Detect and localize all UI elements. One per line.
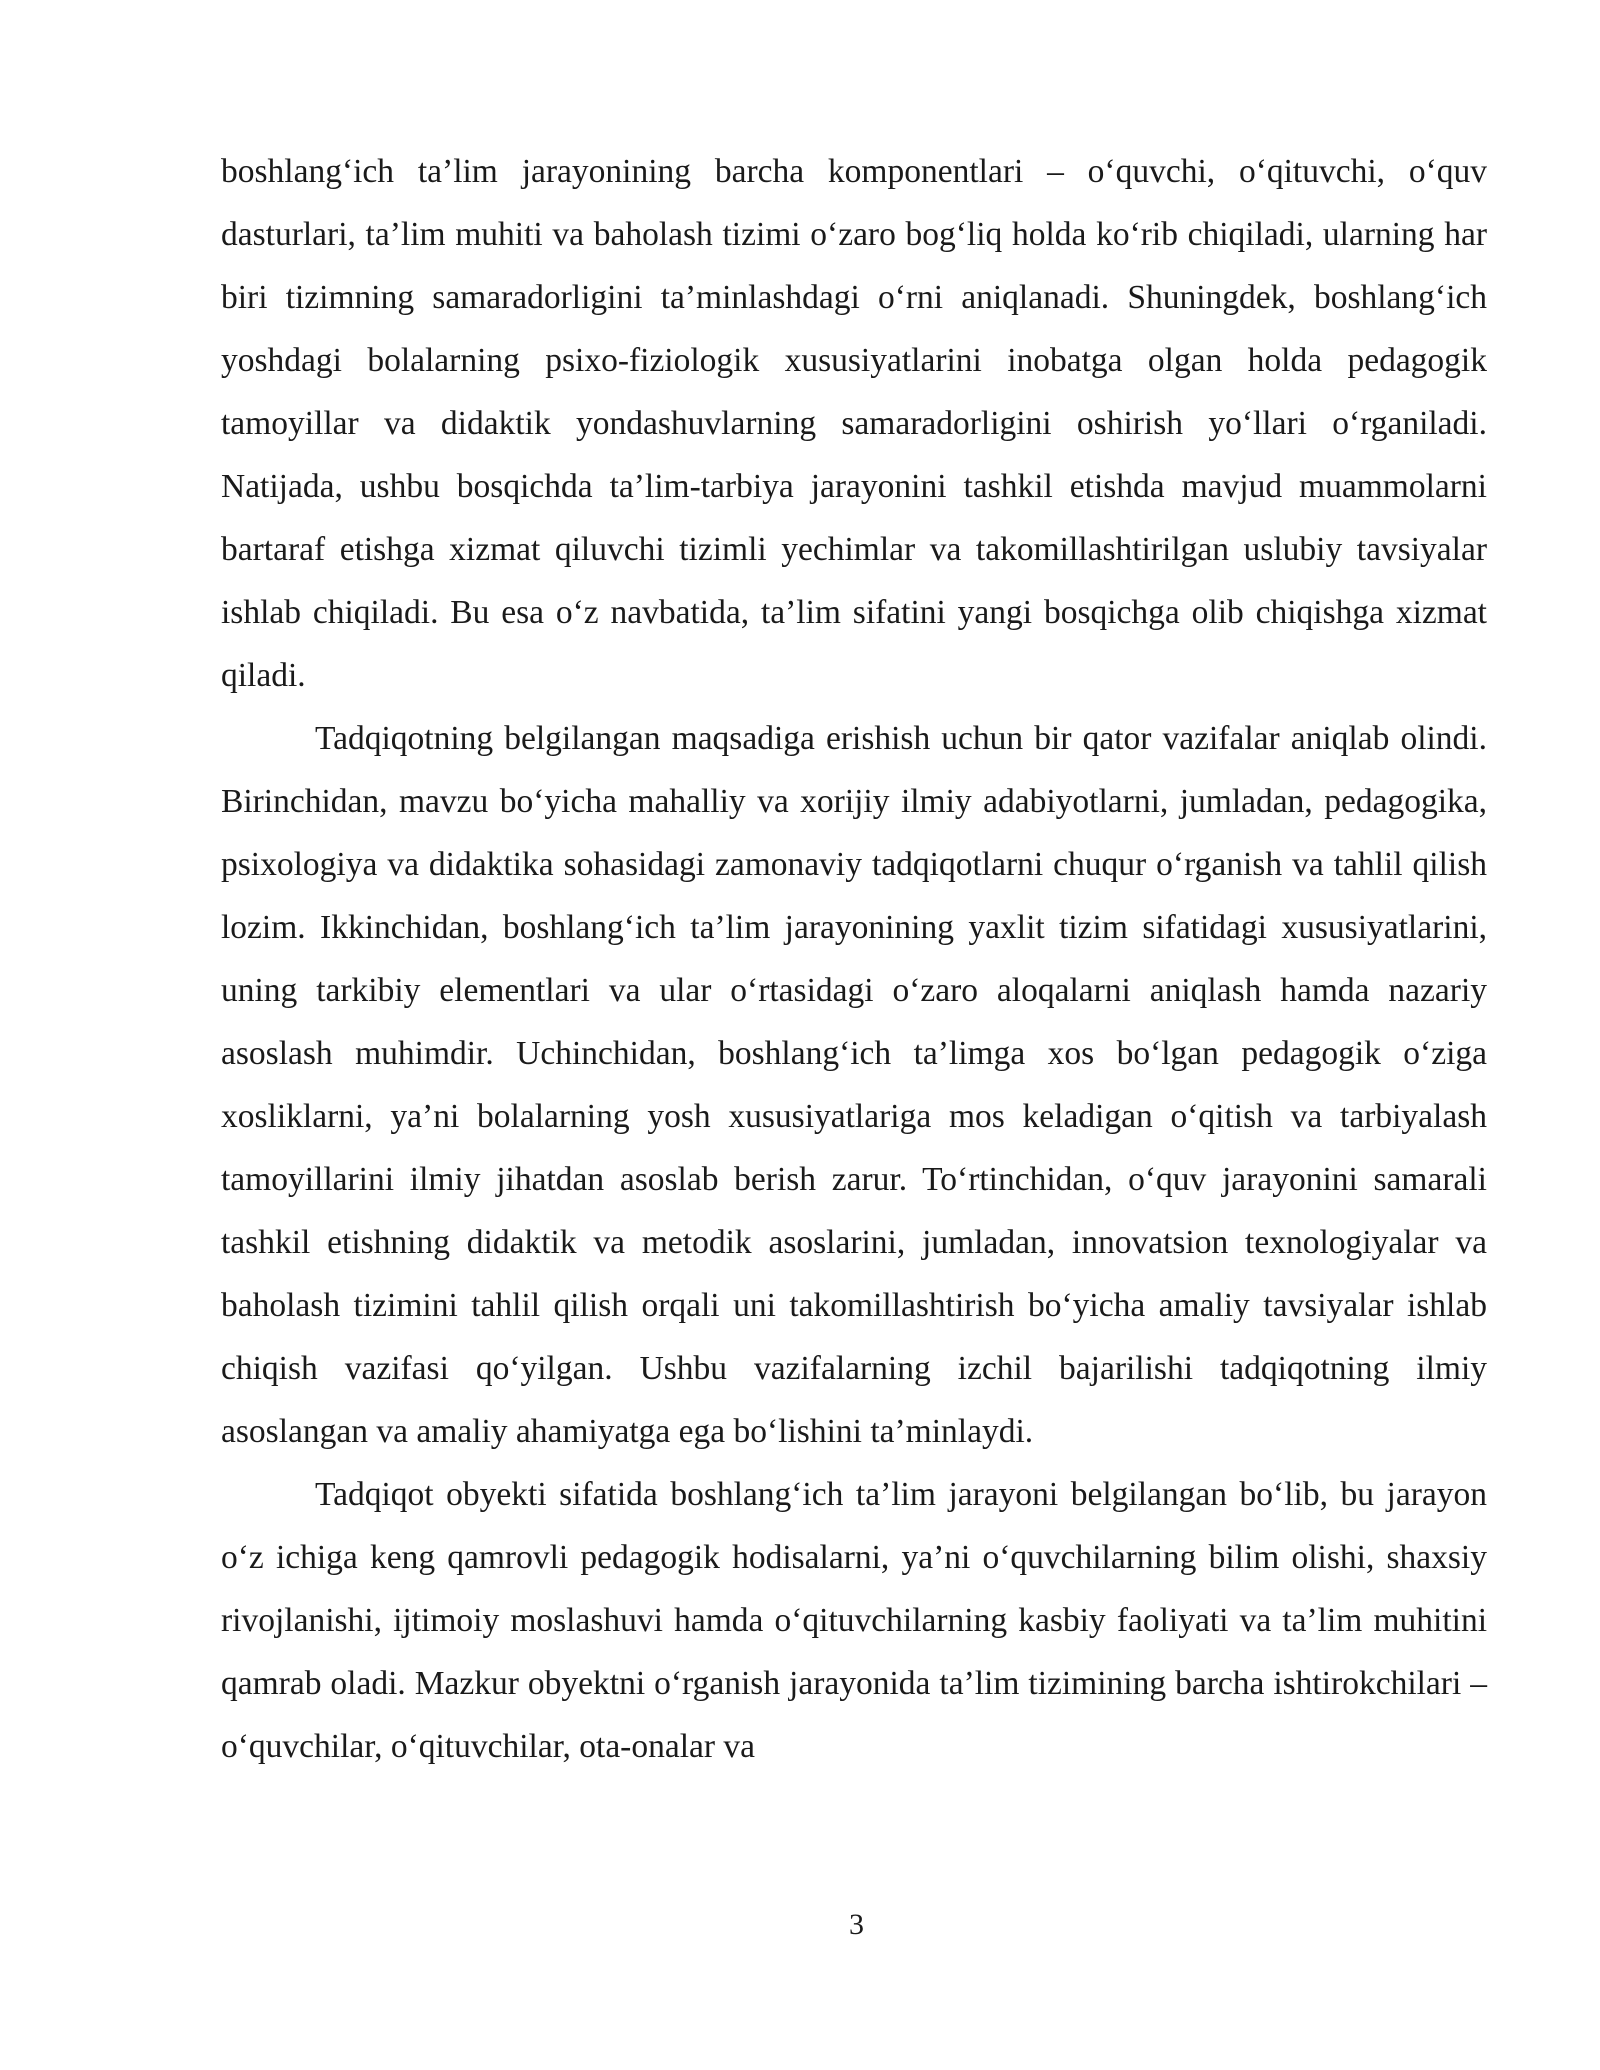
page-number: 3: [849, 1908, 864, 1941]
paragraph-continuation: boshlang‘ich ta’lim jarayonining barcha komponentlari – o‘quvchi, o‘qituvchi, o‘quv dasturlari, ta’lim muhiti va baholash tizimi o‘zaro bog‘liq holda ko‘rib chiqiladi, ularning har biri tizimning samaradorligini ta’minlashdagi o‘rni aniqlanadi. Shuningdek, boshlang‘ich yoshdagi bolalarning psixo-fiziologik xususiyatlarini inobatga olgan holda pedagogik tamoyillar va didaktik yondashuvlarning samaradorligini oshirish yo‘llari o‘rganiladi. Natijada, ushbu bosqichda ta’lim-tarbiya jarayonini tashkil etishda mavjud muammolarni bartaraf etishga xizmat qiluvchi tizimli yechimlar va takomillashtirilgan uslubiy tavsiyalar ishlab chiqiladi. Bu esa o‘z navbatida, ta’lim sifatini yangi bosqichga olib chiqishga xizmat qiladi.: [221, 153, 1487, 694]
paragraph-research-object: Tadqiqot obyekti sifatida boshlang‘ich ta’lim jarayoni belgilangan bo‘lib, bu jarayon o‘z ichiga keng qamrovli pedagogik hodisalarni, ya’ni o‘quvchilarning bilim olishi, shaxsiy rivojlanishi, ijtimoiy moslashuvi hamda o‘qituvchilarning kasbiy faoliyati va ta’lim muhitini qamrab oladi. Mazkur obyektni o‘rganish jarayonida ta’lim tizimining barcha ishtirokchilari – o‘quvchilar, o‘qituvchilar, ota-onalar va: [221, 1476, 1487, 1765]
paragraph-research-tasks: Tadqiqotning belgilangan maqsadiga erishish uchun bir qator vazifalar aniqlab olindi. Birinchidan, mavzu bo‘yicha mahalliy va xorijiy ilmiy adabiyotlarni, jumladan, pedagogika, psixologiya va didaktika sohasidagi zamonaviy tadqiqotlarni chuqur o‘rganish va tahlil qilish lozim. Ikkinchidan, boshlang‘ich ta’lim jarayonining yaxlit tizim sifatidagi xususiyatlarini, uning tarkibiy elementlari va ular o‘rtasidagi o‘zaro aloqalarni aniqlash hamda nazariy asoslash muhimdir. Uchinchidan, boshlang‘ich ta’limga xos bo‘lgan pedagogik o‘ziga xosliklarni, ya’ni bolalarning yosh xususiyatlariga mos keladigan o‘qitish va tarbiyalash tamoyillarini ilmiy jihatdan asoslab berish zarur. To‘rtinchidan, o‘quv jarayonini samarali tashkil etishning didaktik va metodik asoslarini, jumladan, innovatsion texnologiyalar va baholash tizimini tahlil qilish orqali uni takomillashtirish bo‘yicha amaliy tavsiyalar ishlab chiqish vazifasi qo‘yilgan. Ushbu vazifalarning izchil bajarilishi tadqiqotning ilmiy asoslangan va amaliy ahamiyatga ega bo‘lishini ta’minlaydi.: [221, 720, 1487, 1450]
body-text: [221, 140, 1487, 1778]
